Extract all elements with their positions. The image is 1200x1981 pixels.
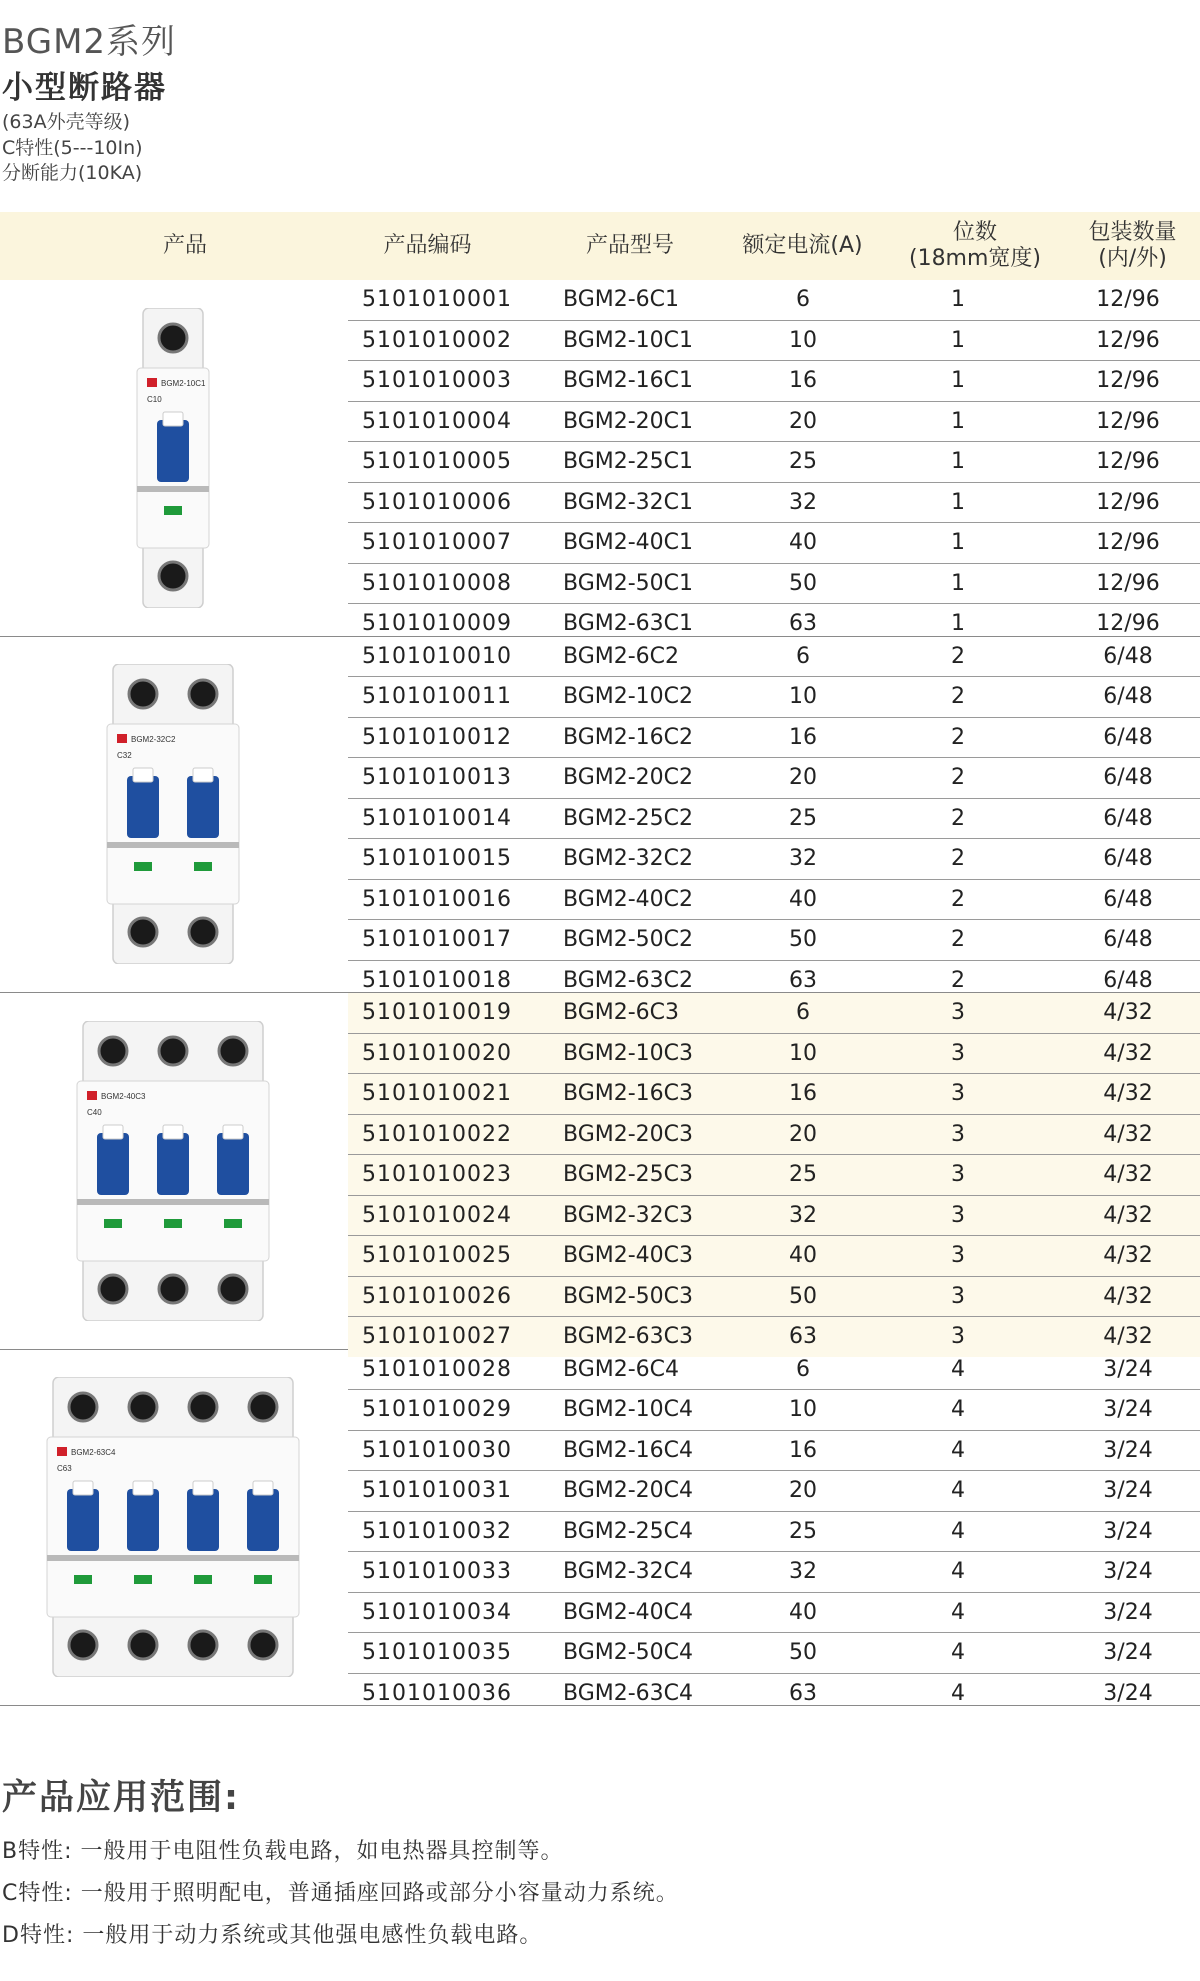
status-indicator — [104, 1219, 122, 1228]
product-model: BGM2-40C1 — [563, 530, 694, 556]
product-code: 5101010011 — [362, 684, 512, 710]
table-row — [348, 1593, 1200, 1634]
product-code: 5101010007 — [362, 530, 512, 556]
pole-count: 1 — [951, 327, 965, 353]
rated-current: 50 — [789, 927, 817, 953]
table-row — [348, 799, 1200, 840]
header-poles-line2: (18mm宽度) — [908, 246, 1042, 271]
table-row — [348, 637, 1200, 678]
product-code: 5101010001 — [362, 287, 512, 313]
table-row — [348, 1074, 1200, 1115]
product-code: 5101010008 — [362, 570, 512, 596]
pole-count: 3 — [951, 1040, 965, 1066]
application-b-curve: B特性: 一般用于电阻性负载电路，如电热器具控制等。 — [2, 1839, 564, 1864]
package-quantity: 3/24 — [1103, 1518, 1153, 1544]
product-model: BGM2-20C4 — [563, 1478, 694, 1504]
breaker-model-label: BGM2-10C1 — [160, 378, 205, 388]
product-model: BGM2-32C1 — [563, 489, 694, 515]
product-model: BGM2-25C4 — [563, 1518, 694, 1544]
pole-count: 4 — [951, 1437, 965, 1463]
rated-current: 10 — [789, 327, 817, 353]
package-quantity: 4/32 — [1103, 1040, 1153, 1066]
package-quantity: 12/96 — [1096, 489, 1160, 515]
table-row — [348, 677, 1200, 718]
pole-count: 4 — [951, 1518, 965, 1544]
pole-count: 4 — [951, 1478, 965, 1504]
terminal-screw-icon — [99, 1037, 127, 1065]
product-code: 5101010020 — [362, 1040, 512, 1066]
header-model: 产品型号 — [585, 233, 674, 258]
product-model: BGM2-50C3 — [563, 1283, 694, 1309]
pole-count: 3 — [951, 1121, 965, 1147]
pole-count: 1 — [951, 287, 965, 313]
pole-count: 4 — [951, 1397, 965, 1423]
rated-current: 10 — [789, 1040, 817, 1066]
rated-current: 32 — [789, 846, 817, 872]
table-row — [348, 442, 1200, 483]
product-image-cell — [0, 1350, 345, 1706]
rated-current: 40 — [789, 886, 817, 912]
rated-current: 40 — [789, 530, 817, 556]
table-row — [348, 361, 1200, 402]
rated-current: 10 — [789, 684, 817, 710]
product-code: 5101010016 — [362, 886, 512, 912]
rated-current: 32 — [789, 1559, 817, 1585]
product-group-3-pole — [0, 993, 1200, 1350]
terminal-screw-icon — [159, 324, 187, 352]
product-model: BGM2-40C4 — [563, 1599, 694, 1625]
two-pole-breaker-image — [103, 664, 243, 964]
product-model: BGM2-6C1 — [563, 287, 680, 313]
product-model: BGM2-32C2 — [563, 846, 694, 872]
terminal-screw-icon — [189, 680, 217, 708]
pole-count: 3 — [951, 1283, 965, 1309]
product-table — [0, 212, 1200, 1706]
product-code: 5101010033 — [362, 1559, 512, 1585]
pole-count: 2 — [951, 805, 965, 831]
product-code: 5101010027 — [362, 1324, 512, 1350]
package-quantity: 4/32 — [1103, 1324, 1153, 1350]
terminal-screw-icon — [69, 1393, 97, 1421]
pole-count: 2 — [951, 643, 965, 669]
rated-current: 25 — [789, 1518, 817, 1544]
terminal-screw-icon — [219, 1037, 247, 1065]
package-quantity: 6/48 — [1103, 805, 1153, 831]
toggle-handle — [127, 776, 159, 838]
pole-count: 1 — [951, 530, 965, 556]
package-quantity: 3/24 — [1103, 1680, 1153, 1706]
breaker-rating-label: C10 — [146, 394, 162, 404]
product-rows — [348, 280, 1200, 644]
table-row — [348, 1155, 1200, 1196]
rated-current: 50 — [789, 570, 817, 596]
header-poles-line1: 位数 — [952, 220, 997, 245]
package-quantity: 6/48 — [1103, 927, 1153, 953]
package-quantity: 6/48 — [1103, 765, 1153, 791]
rated-current: 20 — [789, 1478, 817, 1504]
product-model: BGM2-20C3 — [563, 1121, 694, 1147]
product-model: BGM2-10C4 — [563, 1397, 694, 1423]
product-code: 5101010026 — [362, 1283, 512, 1309]
pole-count: 4 — [951, 1599, 965, 1625]
table-row — [348, 880, 1200, 921]
product-code: 5101010015 — [362, 846, 512, 872]
package-quantity: 3/24 — [1103, 1397, 1153, 1423]
product-code: 5101010036 — [362, 1680, 512, 1706]
product-model: BGM2-50C2 — [563, 927, 694, 953]
rated-current: 16 — [789, 724, 817, 750]
rated-current: 25 — [789, 1162, 817, 1188]
product-model: BGM2-6C2 — [563, 643, 680, 669]
table-row — [348, 758, 1200, 799]
product-code: 5101010014 — [362, 805, 512, 831]
table-row — [348, 1390, 1200, 1431]
table-row — [348, 1277, 1200, 1318]
table-row — [348, 402, 1200, 443]
product-model: BGM2-20C2 — [563, 765, 694, 791]
pole-count: 2 — [951, 765, 965, 791]
breaker-rating-label: C63 — [56, 1464, 72, 1474]
pole-count: 2 — [951, 886, 965, 912]
toggle-handle — [157, 420, 189, 482]
pole-count: 2 — [951, 724, 965, 750]
product-image-cell — [0, 280, 345, 636]
rated-current: 32 — [789, 489, 817, 515]
product-model: BGM2-32C3 — [563, 1202, 694, 1228]
rated-current: 40 — [789, 1599, 817, 1625]
product-model: BGM2-40C2 — [563, 886, 694, 912]
product-rows — [348, 993, 1200, 1357]
table-row — [348, 280, 1200, 321]
package-quantity: 4/32 — [1103, 1081, 1153, 1107]
package-quantity: 12/96 — [1096, 327, 1160, 353]
product-model: BGM2-25C2 — [563, 805, 694, 831]
product-code: 5101010035 — [362, 1640, 512, 1666]
package-quantity: 4/32 — [1103, 1202, 1153, 1228]
rated-current: 63 — [789, 1324, 817, 1350]
product-model: BGM2-40C3 — [563, 1243, 694, 1269]
product-image-cell — [0, 993, 345, 1349]
breaker-rating-label: C40 — [86, 1107, 102, 1117]
product-code: 5101010013 — [362, 765, 512, 791]
product-code: 5101010024 — [362, 1202, 512, 1228]
product-model: BGM2-10C3 — [563, 1040, 694, 1066]
table-row — [348, 1552, 1200, 1593]
rated-current: 32 — [789, 1202, 817, 1228]
toggle-handle — [157, 1133, 189, 1195]
pole-count: 2 — [951, 684, 965, 710]
product-code: 5101010022 — [362, 1121, 512, 1147]
product-model: BGM2-25C1 — [563, 449, 694, 475]
terminal-screw-icon — [219, 1275, 247, 1303]
product-rows — [348, 1350, 1200, 1714]
product-model: BGM2-63C2 — [563, 967, 694, 993]
header-code: 产品编码 — [383, 233, 472, 258]
spec-breaking-capacity: 分断能力(10KA) — [2, 162, 143, 184]
pole-count: 3 — [951, 1000, 965, 1026]
pole-count: 3 — [951, 1081, 965, 1107]
package-quantity: 6/48 — [1103, 967, 1153, 993]
package-quantity: 12/96 — [1096, 287, 1160, 313]
package-quantity: 4/32 — [1103, 1283, 1153, 1309]
status-indicator — [134, 862, 152, 871]
product-model: BGM2-16C1 — [563, 368, 694, 394]
product-model: BGM2-10C1 — [563, 327, 694, 353]
header-current: 额定电流(A) — [742, 233, 863, 258]
rated-current: 16 — [789, 1081, 817, 1107]
table-row — [348, 1196, 1200, 1237]
product-model: BGM2-16C3 — [563, 1081, 694, 1107]
product-code: 5101010002 — [362, 327, 512, 353]
header-product: 产品 — [162, 233, 207, 258]
breaker-model-label: BGM2-40C3 — [100, 1091, 145, 1101]
product-code: 5101010005 — [362, 449, 512, 475]
terminal-screw-icon — [129, 1631, 157, 1659]
rated-current: 6 — [796, 1000, 810, 1026]
pole-count: 4 — [951, 1356, 965, 1382]
rated-current: 63 — [789, 967, 817, 993]
status-indicator — [254, 1575, 272, 1584]
terminal-screw-icon — [129, 1393, 157, 1421]
table-row — [348, 1236, 1200, 1277]
package-quantity: 3/24 — [1103, 1559, 1153, 1585]
toggle-handle — [127, 1489, 159, 1551]
rated-current: 16 — [789, 1437, 817, 1463]
rated-current: 63 — [789, 1680, 817, 1706]
product-image-cell — [0, 637, 345, 993]
breaker-model-label: BGM2-32C2 — [130, 735, 175, 745]
table-row — [348, 718, 1200, 759]
pole-count: 1 — [951, 611, 965, 637]
product-code: 5101010030 — [362, 1437, 512, 1463]
package-quantity: 3/24 — [1103, 1356, 1153, 1382]
terminal-screw-icon — [159, 1037, 187, 1065]
table-row — [348, 564, 1200, 605]
product-code: 5101010006 — [362, 489, 512, 515]
product-code: 5101010023 — [362, 1162, 512, 1188]
terminal-screw-icon — [99, 1275, 127, 1303]
product-code: 5101010003 — [362, 368, 512, 394]
rated-current: 63 — [789, 611, 817, 637]
pole-count: 2 — [951, 927, 965, 953]
terminal-screw-icon — [129, 918, 157, 946]
product-model: BGM2-6C3 — [563, 1000, 680, 1026]
rated-current: 16 — [789, 368, 817, 394]
status-indicator — [134, 1575, 152, 1584]
product-title: 小型断路器 — [2, 70, 167, 106]
product-model: BGM2-63C3 — [563, 1324, 694, 1350]
product-code: 5101010032 — [362, 1518, 512, 1544]
rated-current: 25 — [789, 805, 817, 831]
product-model: BGM2-16C4 — [563, 1437, 694, 1463]
product-code: 5101010017 — [362, 927, 512, 953]
rated-current: 40 — [789, 1243, 817, 1269]
application-d-curve: D特性: 一般用于动力系统或其他强电感性负载电路。 — [2, 1923, 543, 1948]
table-row — [348, 1674, 1200, 1714]
product-group-1-pole — [0, 280, 1200, 637]
product-code: 5101010028 — [362, 1356, 512, 1382]
table-body — [0, 280, 1200, 1706]
product-model: BGM2-10C2 — [563, 684, 694, 710]
product-code: 5101010034 — [362, 1599, 512, 1625]
package-quantity: 6/48 — [1103, 643, 1153, 669]
terminal-screw-icon — [189, 1393, 217, 1421]
product-code: 5101010019 — [362, 1000, 512, 1026]
single-pole-breaker-image — [133, 308, 213, 608]
pole-count: 3 — [951, 1162, 965, 1188]
table-row — [348, 321, 1200, 362]
product-model: BGM2-25C3 — [563, 1162, 694, 1188]
toggle-handle — [247, 1489, 279, 1551]
terminal-screw-icon — [159, 1275, 187, 1303]
table-row — [348, 1034, 1200, 1075]
terminal-screw-icon — [189, 1631, 217, 1659]
terminal-screw-icon — [189, 918, 217, 946]
application-c-curve: C特性: 一般用于照明配电，普通插座回路或部分小容量动力系统。 — [2, 1881, 679, 1906]
terminal-screw-icon — [129, 680, 157, 708]
pole-count: 3 — [951, 1324, 965, 1350]
package-quantity: 4/32 — [1103, 1162, 1153, 1188]
breaker-model-label: BGM2-63C4 — [70, 1448, 115, 1458]
four-pole-breaker-image — [43, 1377, 303, 1677]
rated-current: 25 — [789, 449, 817, 475]
table-row — [348, 1115, 1200, 1156]
product-code: 5101010025 — [362, 1243, 512, 1269]
spec-trip-curve: C特性(5---10In) — [2, 137, 143, 159]
pole-count: 1 — [951, 408, 965, 434]
table-row — [348, 1350, 1200, 1391]
pole-count: 1 — [951, 489, 965, 515]
status-indicator — [194, 1575, 212, 1584]
product-rows — [348, 637, 1200, 1001]
pole-count: 4 — [951, 1680, 965, 1706]
package-quantity: 6/48 — [1103, 886, 1153, 912]
package-quantity: 6/48 — [1103, 724, 1153, 750]
pole-count: 2 — [951, 967, 965, 993]
terminal-screw-icon — [249, 1631, 277, 1659]
status-indicator — [164, 506, 182, 515]
pole-count: 2 — [951, 846, 965, 872]
header-poles — [885, 212, 1065, 280]
table-row — [348, 1431, 1200, 1472]
series-title: BGM2系列 — [2, 22, 177, 62]
product-model: BGM2-6C4 — [563, 1356, 680, 1382]
pole-count: 4 — [951, 1559, 965, 1585]
package-quantity: 12/96 — [1096, 408, 1160, 434]
product-model: BGM2-50C1 — [563, 570, 694, 596]
terminal-screw-icon — [249, 1393, 277, 1421]
terminal-screw-icon — [69, 1631, 97, 1659]
product-code: 5101010009 — [362, 611, 512, 637]
table-header — [0, 212, 1200, 280]
toggle-handle — [97, 1133, 129, 1195]
package-quantity: 4/32 — [1103, 1121, 1153, 1147]
status-indicator — [194, 862, 212, 871]
rated-current: 6 — [796, 1356, 810, 1382]
package-quantity: 3/24 — [1103, 1599, 1153, 1625]
product-code: 5101010021 — [362, 1081, 512, 1107]
rated-current: 10 — [789, 1397, 817, 1423]
product-code: 5101010029 — [362, 1397, 512, 1423]
pole-count: 1 — [951, 570, 965, 596]
package-quantity: 12/96 — [1096, 570, 1160, 596]
table-row — [348, 1471, 1200, 1512]
package-quantity: 3/24 — [1103, 1478, 1153, 1504]
package-quantity: 12/96 — [1096, 530, 1160, 556]
rated-current: 50 — [789, 1640, 817, 1666]
pole-count: 4 — [951, 1640, 965, 1666]
table-row — [348, 1633, 1200, 1674]
table-row — [348, 483, 1200, 524]
package-quantity: 4/32 — [1103, 1243, 1153, 1269]
terminal-screw-icon — [159, 562, 187, 590]
status-indicator — [164, 1219, 182, 1228]
rated-current: 20 — [789, 765, 817, 791]
table-row — [348, 993, 1200, 1034]
rated-current: 6 — [796, 643, 810, 669]
product-model: BGM2-16C2 — [563, 724, 694, 750]
package-quantity: 4/32 — [1103, 1000, 1153, 1026]
product-model: BGM2-63C4 — [563, 1680, 694, 1706]
package-quantity: 12/96 — [1096, 611, 1160, 637]
spec-case-rating: (63A外壳等级) — [2, 111, 130, 133]
pole-count: 3 — [951, 1202, 965, 1228]
product-model: BGM2-50C4 — [563, 1640, 694, 1666]
product-code: 5101010012 — [362, 724, 512, 750]
status-indicator — [224, 1219, 242, 1228]
table-row — [348, 523, 1200, 564]
rated-current: 6 — [796, 287, 810, 313]
table-row — [348, 920, 1200, 961]
product-code: 5101010018 — [362, 967, 512, 993]
toggle-handle — [187, 776, 219, 838]
breaker-rating-label: C32 — [116, 751, 132, 761]
pole-count: 1 — [951, 368, 965, 394]
package-quantity: 3/24 — [1103, 1640, 1153, 1666]
toggle-handle — [187, 1489, 219, 1551]
pole-count: 1 — [951, 449, 965, 475]
pole-count: 3 — [951, 1243, 965, 1269]
product-group-2-pole — [0, 637, 1200, 994]
table-row — [348, 839, 1200, 880]
package-quantity: 12/96 — [1096, 368, 1160, 394]
product-group-4-pole — [0, 1350, 1200, 1707]
package-quantity: 3/24 — [1103, 1437, 1153, 1463]
package-quantity: 12/96 — [1096, 449, 1160, 475]
package-quantity: 6/48 — [1103, 846, 1153, 872]
header-pack — [1065, 212, 1200, 280]
toggle-handle — [217, 1133, 249, 1195]
header-pack-line1: 包装数量 — [1088, 220, 1177, 245]
product-code: 5101010010 — [362, 643, 512, 669]
product-code: 5101010031 — [362, 1478, 512, 1504]
rated-current: 20 — [789, 1121, 817, 1147]
three-pole-breaker-image — [73, 1021, 273, 1321]
rated-current: 20 — [789, 408, 817, 434]
product-model: BGM2-20C1 — [563, 408, 694, 434]
toggle-handle — [67, 1489, 99, 1551]
application-title: 产品应用范围: — [2, 1778, 240, 1818]
header-pack-line2: (内/外) — [1098, 246, 1167, 271]
status-indicator — [74, 1575, 92, 1584]
package-quantity: 6/48 — [1103, 684, 1153, 710]
table-row — [348, 1512, 1200, 1553]
product-code: 5101010004 — [362, 408, 512, 434]
rated-current: 50 — [789, 1283, 817, 1309]
product-model: BGM2-32C4 — [563, 1559, 694, 1585]
product-model: BGM2-63C1 — [563, 611, 694, 637]
